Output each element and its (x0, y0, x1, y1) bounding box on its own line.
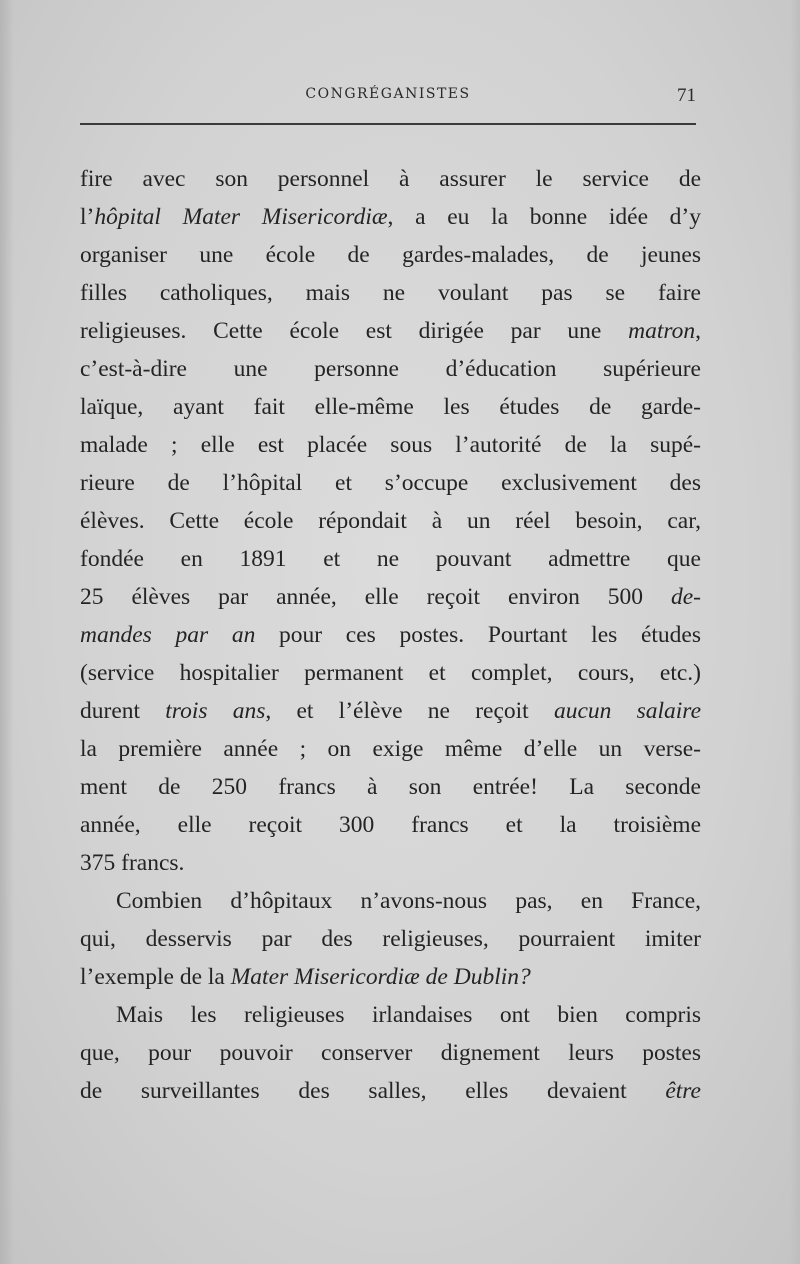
text-line: c’est-à-dire une personne d’éducation supérieure (80, 356, 701, 382)
italic-phrase: mandes par an (80, 622, 256, 648)
text-line: que, pour pouvoir conserver dignement leurs postes (80, 1040, 701, 1066)
text-line: laïque, ayant fait elle-même les études de garde- (80, 394, 701, 420)
italic-phrase: être (665, 1078, 701, 1104)
text-line: l’exemple de la Mater Misericordiæ de Dublin? (80, 964, 531, 990)
italic-phrase: hôpital Mater Misericordiæ (94, 204, 388, 230)
italic-phrase: de- (670, 584, 701, 610)
page-number: 71 (677, 85, 696, 106)
text-line: malade ; elle est placée sous l’autorité de la supé- (80, 432, 701, 458)
header-rule (80, 123, 696, 125)
text-line: qui, desservis par des religieuses, pourraient imiter (80, 926, 701, 952)
text-line: organiser une école de gardes-malades, de jeunes (80, 242, 701, 268)
running-head (80, 86, 696, 110)
italic-phrase: matron (628, 318, 696, 344)
italic-phrase: aucun salaire (553, 698, 701, 724)
text-line: mandes par an pour ces postes. Pourtant les études (80, 622, 701, 648)
paragraph-first-line: Combien d’hôpitaux n’avons-nous pas, en France, (116, 888, 701, 914)
text-line: filles catholiques, mais ne voulant pas se faire (80, 280, 701, 306)
text-line: élèves. Cette école répondait à un réel besoin, car, (80, 508, 701, 534)
text-line: fire avec son personnel à assurer le service de (80, 166, 701, 192)
text-line: durent trois ans, et l’élève ne reçoit aucun salaire (80, 698, 701, 724)
text-line: de surveillantes des salles, elles devaient être (80, 1078, 701, 1104)
text-line: religieuses. Cette école est dirigée par une matron, (80, 318, 701, 344)
italic-phrase: Mater Misericordiæ de Dublin? (230, 964, 531, 990)
text-line: année, elle reçoit 300 francs et la troisième (80, 812, 701, 838)
italic-phrase: trois ans (165, 698, 266, 724)
running-title: CONGRÉGANISTES (305, 86, 471, 102)
text-line: ment de 250 francs à son entrée! La seconde (80, 774, 701, 800)
text-line: rieure de l’hôpital et s’occupe exclusivement des (80, 470, 701, 496)
text-line: (service hospitalier permanent et complet, cours, etc.) (80, 660, 701, 686)
text-line: 375 francs. (80, 850, 185, 876)
text-line: 25 élèves par année, elle reçoit environ 500 de- (80, 584, 701, 610)
text-line: fondée en 1891 et ne pouvant admettre que (80, 546, 701, 572)
paragraph-first-line: Mais les religieuses irlandaises ont bien compris (116, 1002, 701, 1028)
text-line: l’hôpital Mater Misericordiæ, a eu la bonne idée d’y (80, 204, 702, 230)
body-text (80, 160, 701, 1110)
text-line: la première année ; on exige même d’elle un verse- (80, 736, 701, 762)
